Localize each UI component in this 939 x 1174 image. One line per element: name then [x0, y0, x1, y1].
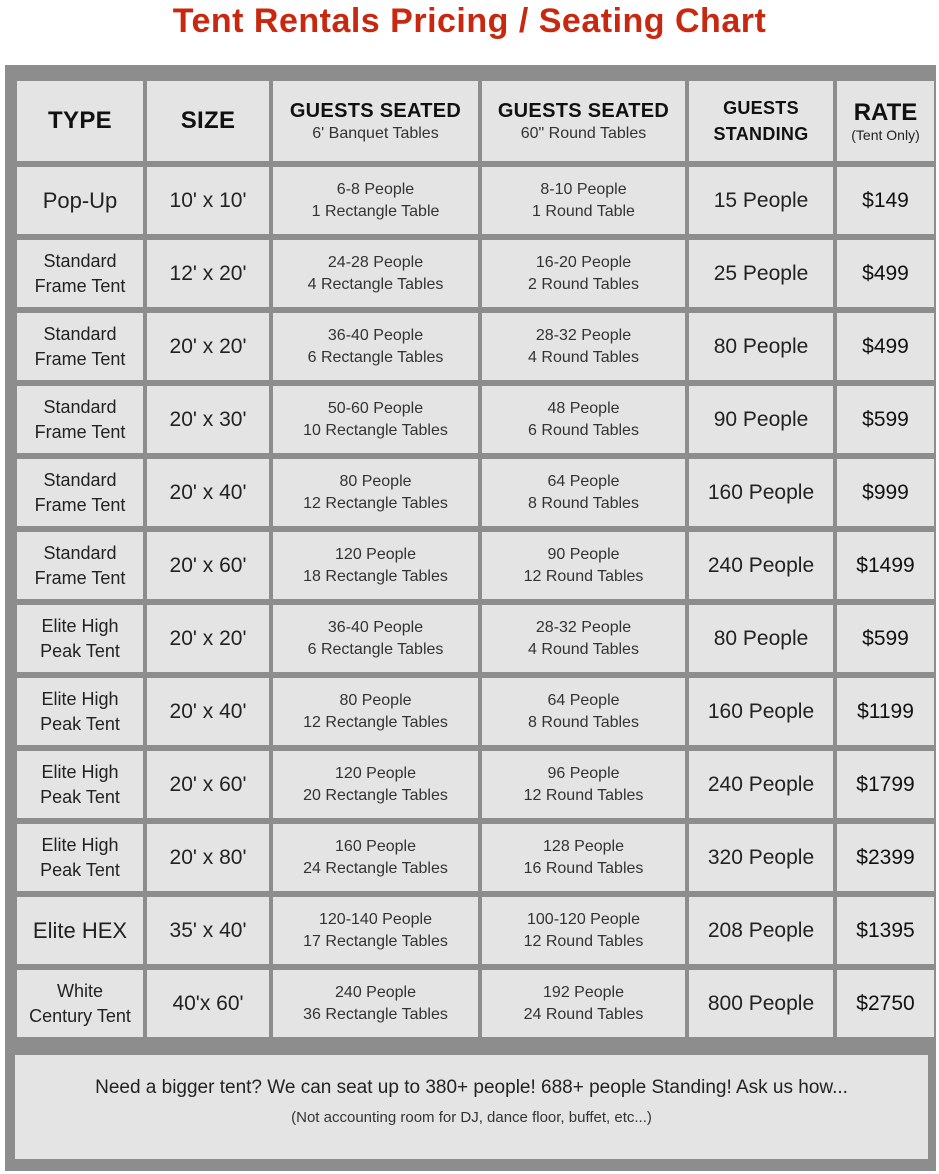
- cell-standing: 240 People: [689, 751, 833, 818]
- banquet-tables: 20 Rectangle Tables: [303, 786, 448, 804]
- cell-standing: 90 People: [689, 386, 833, 453]
- cell-type: Elite High Peak Tent: [17, 751, 143, 818]
- cell-round: [482, 313, 685, 380]
- cell-round: [482, 532, 685, 599]
- cell-type: Elite High Peak Tent: [17, 678, 143, 745]
- banquet-people: 120 People: [335, 764, 416, 782]
- banquet-people: 120 People: [335, 545, 416, 563]
- round-tables: 16 Round Tables: [523, 859, 644, 877]
- banquet-people: 80 People: [339, 472, 412, 490]
- round-tables: 8 Round Tables: [528, 713, 639, 731]
- cell-size: 35' x 40': [147, 897, 269, 964]
- cell-size: 20' x 40': [147, 459, 269, 526]
- cell-banquet: [273, 240, 478, 307]
- cell-banquet: [273, 532, 478, 599]
- cell-banquet: [273, 824, 478, 891]
- cell-rate: $1799: [837, 751, 934, 818]
- round-tables: 24 Round Tables: [523, 1005, 644, 1023]
- cell-round: [482, 240, 685, 307]
- header-rate: RATE (Tent Only): [837, 81, 934, 161]
- pricing-chart-frame: [5, 65, 936, 1171]
- cell-size: 40'x 60': [147, 970, 269, 1037]
- cell-rate: $999: [837, 459, 934, 526]
- cell-standing: 240 People: [689, 532, 833, 599]
- table-row: [17, 751, 934, 818]
- cell-size: 20' x 20': [147, 605, 269, 672]
- round-people: 48 People: [547, 399, 620, 417]
- cell-type: Elite High Peak Tent: [17, 824, 143, 891]
- round-people: 96 People: [547, 764, 620, 782]
- table-row: [17, 678, 934, 745]
- cell-size: 20' x 60': [147, 532, 269, 599]
- cell-rate: $2399: [837, 824, 934, 891]
- cell-rate: $2750: [837, 970, 934, 1037]
- cell-standing: 208 People: [689, 897, 833, 964]
- pricing-table: [13, 75, 938, 1043]
- cell-size: 12' x 20': [147, 240, 269, 307]
- cell-round: [482, 605, 685, 672]
- header-round: GUESTS SEATED 60" Round Tables: [482, 81, 685, 161]
- header-type: TYPE: [17, 81, 143, 161]
- pricing-rows: [17, 167, 934, 1037]
- cell-rate: $599: [837, 386, 934, 453]
- cell-standing: 25 People: [689, 240, 833, 307]
- cell-banquet: [273, 751, 478, 818]
- banquet-tables: 6 Rectangle Tables: [307, 640, 444, 658]
- banquet-tables: 36 Rectangle Tables: [303, 1005, 448, 1023]
- cell-rate: $1395: [837, 897, 934, 964]
- cell-type: Elite High Peak Tent: [17, 605, 143, 672]
- cell-size: 20' x 80': [147, 824, 269, 891]
- cell-banquet: [273, 970, 478, 1037]
- round-people: 90 People: [547, 545, 620, 563]
- round-tables: 6 Round Tables: [528, 421, 639, 439]
- round-tables: 12 Round Tables: [523, 567, 644, 585]
- table-row: [17, 897, 934, 964]
- cell-rate: $1499: [837, 532, 934, 599]
- cell-type: White Century Tent: [17, 970, 143, 1037]
- round-people: 28-32 People: [535, 618, 632, 636]
- cell-type: Pop-Up: [17, 167, 143, 234]
- banquet-tables: 12 Rectangle Tables: [303, 713, 448, 731]
- round-tables: 4 Round Tables: [528, 348, 639, 366]
- banquet-people: 6-8 People: [336, 180, 415, 198]
- table-row: [17, 240, 934, 307]
- banquet-people: 160 People: [335, 837, 416, 855]
- banquet-tables: 18 Rectangle Tables: [303, 567, 448, 585]
- cell-size: 20' x 30': [147, 386, 269, 453]
- cell-banquet: [273, 459, 478, 526]
- cell-size: 20' x 60': [147, 751, 269, 818]
- cell-round: [482, 751, 685, 818]
- footer-disclaimer: (Not accounting room for DJ, dance floor, buffet, etc...): [291, 1109, 652, 1126]
- cell-standing: 160 People: [689, 459, 833, 526]
- table-row: [17, 532, 934, 599]
- table-row: [17, 167, 934, 234]
- cell-banquet: [273, 605, 478, 672]
- cell-banquet: [273, 167, 478, 234]
- round-tables: 4 Round Tables: [528, 640, 639, 658]
- banquet-people: 36-40 People: [327, 618, 424, 636]
- table-row: [17, 313, 934, 380]
- cell-standing: 320 People: [689, 824, 833, 891]
- round-tables: 8 Round Tables: [528, 494, 639, 512]
- cell-standing: 15 People: [689, 167, 833, 234]
- round-people: 64 People: [547, 472, 620, 490]
- banquet-tables: 17 Rectangle Tables: [303, 932, 448, 950]
- banquet-people: 50-60 People: [327, 399, 424, 417]
- cell-round: [482, 386, 685, 453]
- cell-standing: 800 People: [689, 970, 833, 1037]
- table-row: [17, 605, 934, 672]
- cell-size: 20' x 20': [147, 313, 269, 380]
- round-people: 128 People: [543, 837, 624, 855]
- round-tables: 1 Round Table: [532, 202, 635, 220]
- round-people: 16-20 People: [535, 253, 632, 271]
- header-row: [17, 81, 934, 161]
- footer-message: Need a bigger tent? We can seat up to 380+ people! 688+ people Standing! Ask us how...: [95, 1077, 848, 1098]
- table-row: [17, 459, 934, 526]
- round-tables: 12 Round Tables: [523, 786, 644, 804]
- cell-rate: $499: [837, 313, 934, 380]
- cell-type: Elite HEX: [17, 897, 143, 964]
- page-title: Tent Rentals Pricing / Seating Chart: [172, 2, 767, 40]
- cell-round: [482, 824, 685, 891]
- banquet-people: 36-40 People: [327, 326, 424, 344]
- cell-standing: 160 People: [689, 678, 833, 745]
- banquet-tables: 24 Rectangle Tables: [303, 859, 448, 877]
- cell-size: 10' x 10': [147, 167, 269, 234]
- cell-type: Standard Frame Tent: [17, 532, 143, 599]
- cell-rate: $1199: [837, 678, 934, 745]
- banquet-people: 24-28 People: [327, 253, 424, 271]
- cell-size: 20' x 40': [147, 678, 269, 745]
- round-people: 28-32 People: [535, 326, 632, 344]
- round-people: 100-120 People: [527, 910, 640, 928]
- table-row: [17, 970, 934, 1037]
- banquet-tables: 6 Rectangle Tables: [307, 348, 444, 366]
- banquet-people: 240 People: [335, 983, 416, 1001]
- cell-round: [482, 678, 685, 745]
- banquet-tables: 10 Rectangle Tables: [303, 421, 448, 439]
- cell-rate: $149: [837, 167, 934, 234]
- cell-rate: $599: [837, 605, 934, 672]
- cell-banquet: [273, 313, 478, 380]
- cell-banquet: [273, 897, 478, 964]
- header-standing: GUESTS STANDING: [689, 81, 833, 161]
- cell-round: [482, 897, 685, 964]
- banquet-tables: 4 Rectangle Tables: [307, 275, 444, 293]
- cell-type: Standard Frame Tent: [17, 240, 143, 307]
- cell-round: [482, 167, 685, 234]
- header-banquet: GUESTS SEATED 6' Banquet Tables: [273, 81, 478, 161]
- cell-rate: $499: [837, 240, 934, 307]
- round-people: 64 People: [547, 691, 620, 709]
- cell-banquet: [273, 678, 478, 745]
- cell-round: [482, 970, 685, 1037]
- cell-standing: 80 People: [689, 605, 833, 672]
- cell-type: Standard Frame Tent: [17, 459, 143, 526]
- cell-type: Standard Frame Tent: [17, 313, 143, 380]
- table-row: [17, 824, 934, 891]
- cell-standing: 80 People: [689, 313, 833, 380]
- round-tables: 2 Round Tables: [528, 275, 639, 293]
- footer-note-box: [15, 1055, 928, 1159]
- header-size: SIZE: [147, 81, 269, 161]
- banquet-tables: 12 Rectangle Tables: [303, 494, 448, 512]
- round-people: 8-10 People: [540, 180, 627, 198]
- cell-banquet: [273, 386, 478, 453]
- round-tables: 12 Round Tables: [523, 932, 644, 950]
- banquet-tables: 1 Rectangle Table: [311, 202, 440, 220]
- banquet-people: 80 People: [339, 691, 412, 709]
- banquet-people: 120-140 People: [319, 910, 432, 928]
- table-row: [17, 386, 934, 453]
- round-people: 192 People: [543, 983, 624, 1001]
- cell-round: [482, 459, 685, 526]
- cell-type: Standard Frame Tent: [17, 386, 143, 453]
